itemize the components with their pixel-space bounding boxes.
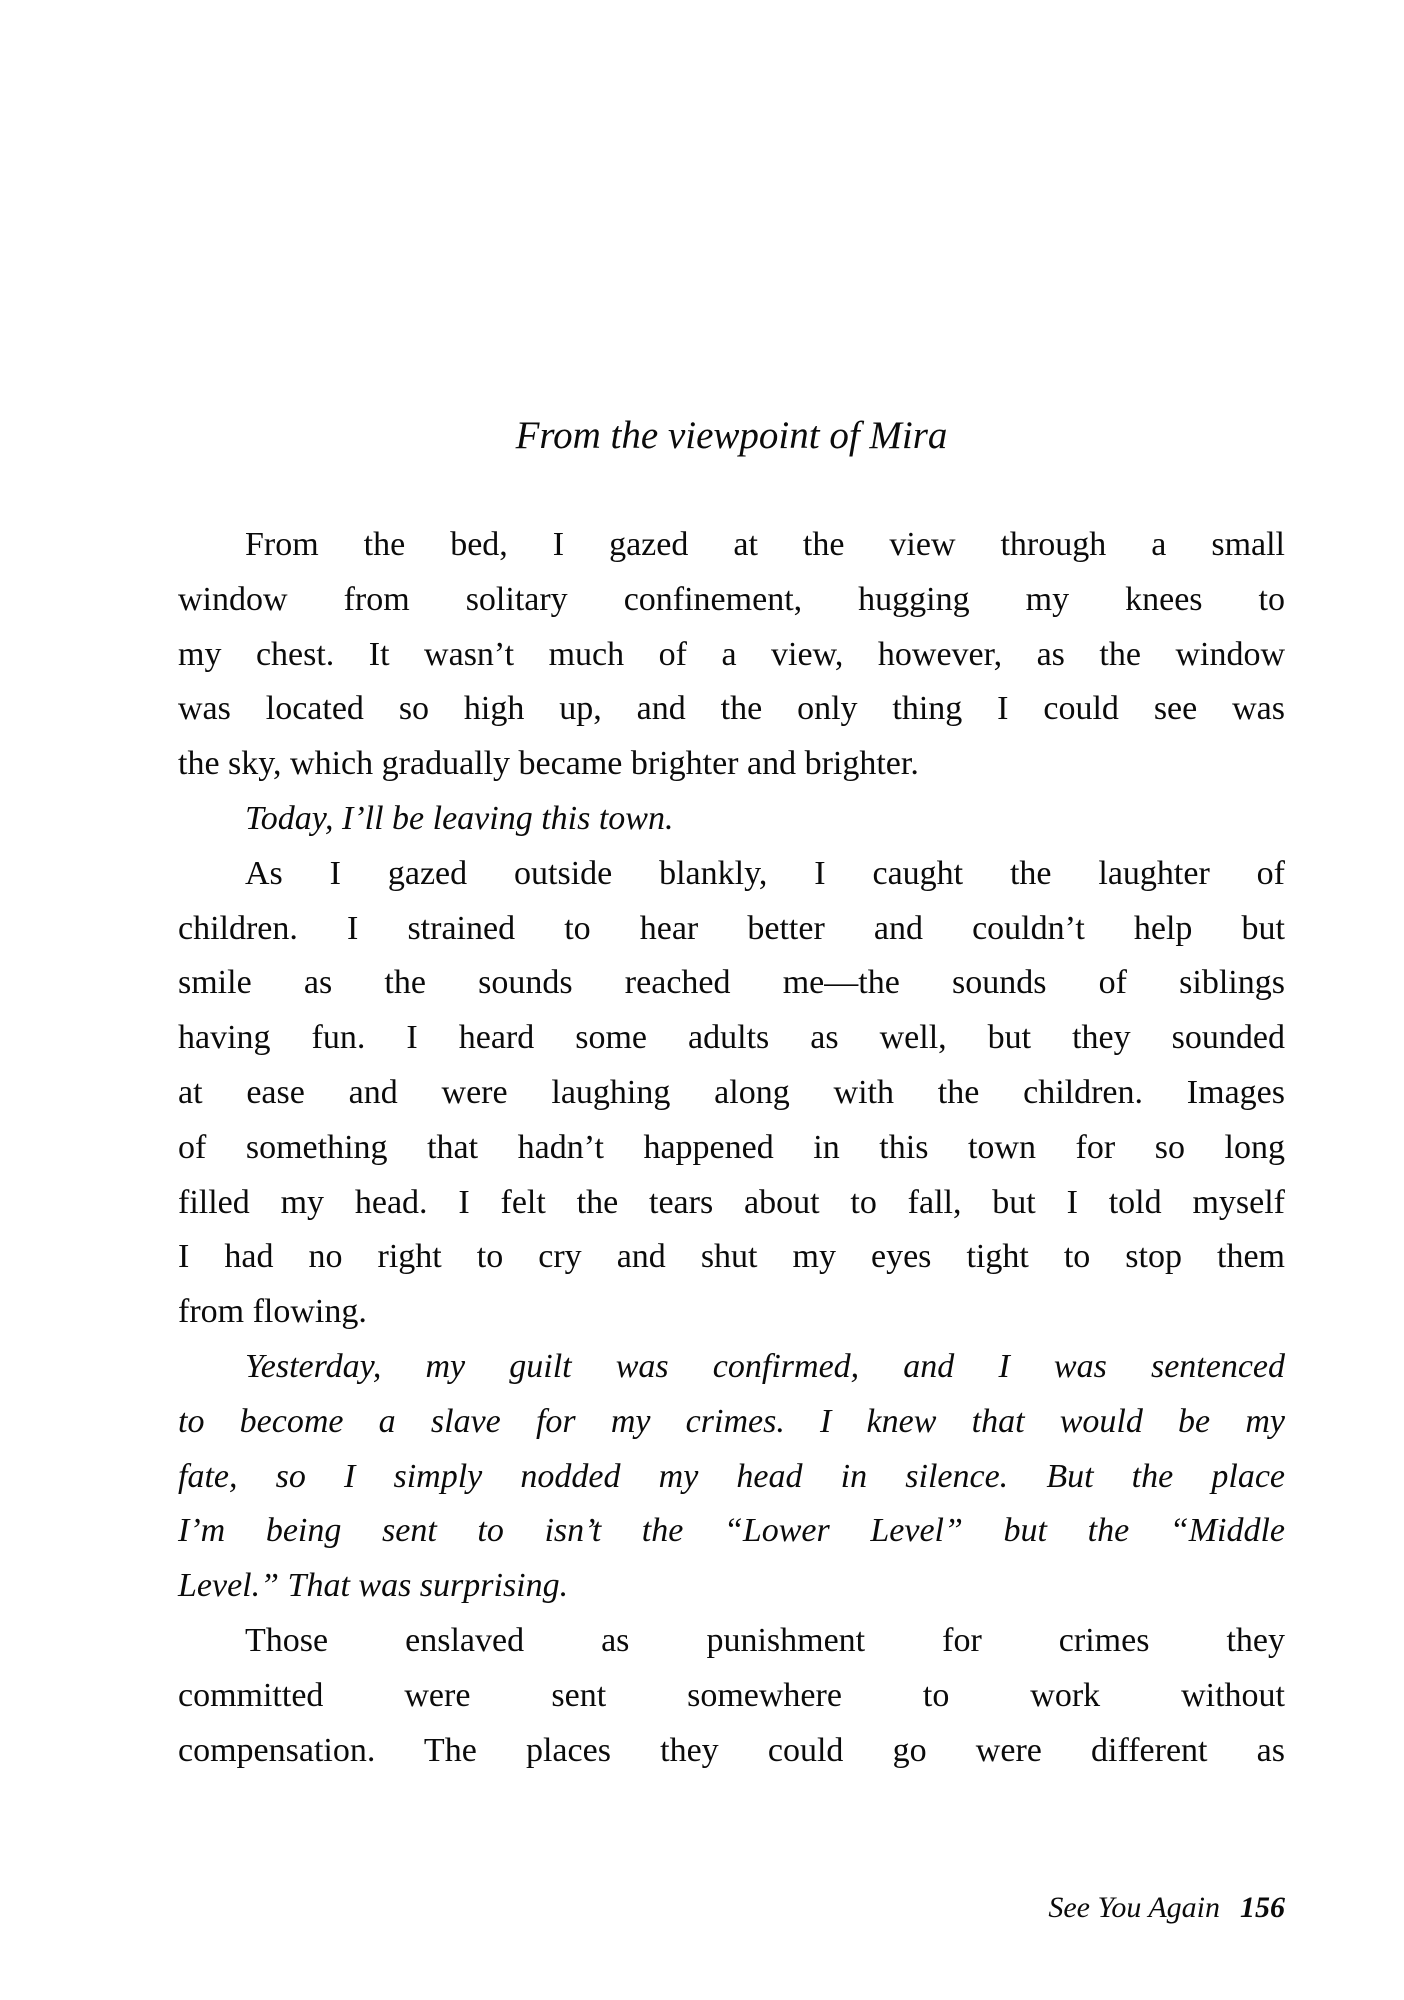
- text-block: [178, 408, 1285, 1778]
- text-line: committed were sent somewhere to work without: [178, 1676, 1285, 1714]
- text-line: my chest. It wasn’t much of a view, however, as the window: [178, 635, 1285, 673]
- text-line: at ease and were laughing along with the children. Images: [178, 1073, 1285, 1111]
- footer-book-title: See You Again: [1048, 1891, 1220, 1924]
- footer-page-number: 156: [1240, 1891, 1285, 1924]
- text-line: Those enslaved as punishment for crimes they: [245, 1621, 1285, 1659]
- text-line: of something that hadn’t happened in this town for so long: [178, 1128, 1285, 1166]
- text-line: compensation. The places they could go were different as: [178, 1731, 1285, 1769]
- text-line: Yesterday, my guilt was confirmed, and I was sentenced: [245, 1347, 1285, 1385]
- text-line: was located so high up, and the only thing I could see was: [178, 690, 1285, 728]
- text-line: filled my head. I felt the tears about to fall, but I told myself: [178, 1183, 1285, 1221]
- text-line: children. I strained to hear better and couldn’t help but: [178, 909, 1285, 947]
- text-line: the sky, which gradually became brighter and brighter.: [178, 745, 919, 783]
- text-line: to become a slave for my crimes. I knew that would be my: [178, 1402, 1285, 1440]
- running-footer: [178, 1880, 1285, 1935]
- text-line: having fun. I heard some adults as well, but they sounded: [178, 1019, 1285, 1057]
- text-line: window from solitary confinement, hugging my knees to: [178, 580, 1285, 618]
- text-line: I had no right to cry and shut my eyes tight to stop them: [178, 1238, 1285, 1276]
- text-line: smile as the sounds reached me—the sounds of siblings: [178, 964, 1285, 1002]
- text-line: fate, so I simply nodded my head in silence. But the place: [178, 1457, 1285, 1495]
- text-line: From the bed, I gazed at the view through a small: [245, 526, 1285, 563]
- text-line: As I gazed outside blankly, I caught the laughter of: [245, 854, 1285, 892]
- page-text: [178, 518, 1285, 1778]
- text-line: Today, I’ll be leaving this town.: [245, 799, 674, 837]
- text-line: Level.” That was surprising.: [178, 1567, 569, 1605]
- text-line: from flowing.: [178, 1293, 367, 1331]
- text-line: I’m being sent to isn’t the “Lower Level” but the “Middle: [178, 1512, 1285, 1550]
- chapter-heading: From the viewpoint of Mira: [515, 414, 948, 457]
